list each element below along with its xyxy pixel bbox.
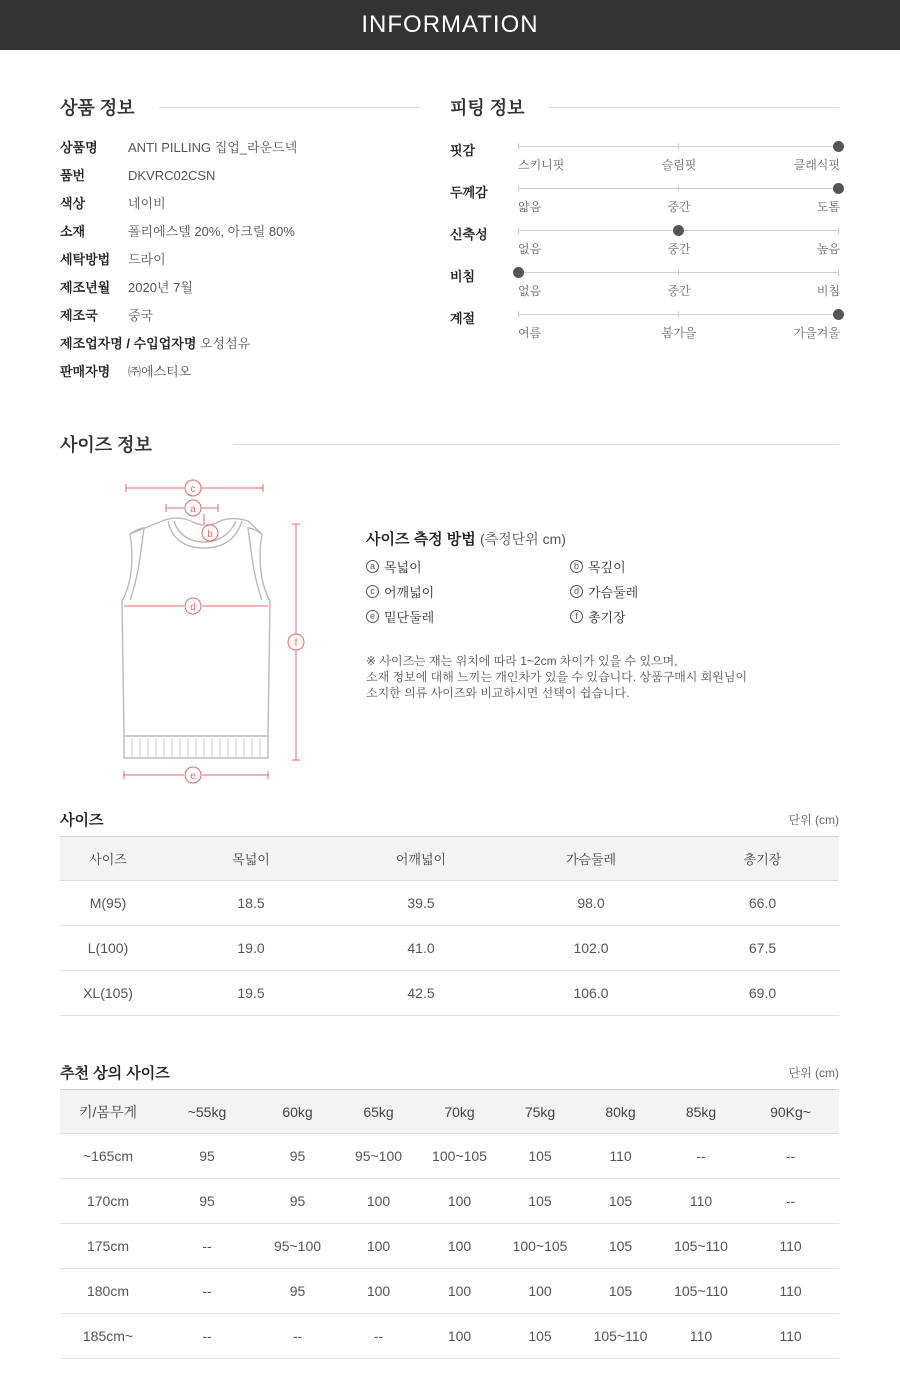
note-line: 소재 정보에 대해 느끼는 개인차가 있을 수 있습니다. 상품구매시 회원님이 [366, 670, 748, 684]
fit-key: 핏감 [450, 143, 476, 158]
fit-row-0 [450, 138, 840, 180]
fit-label: 가을겨울 [793, 326, 840, 340]
diagram-label-f: f [294, 638, 298, 649]
table-row [60, 1314, 839, 1359]
fit-tick [678, 269, 679, 276]
measure-title [366, 528, 786, 549]
info-value: 중국 [128, 308, 154, 323]
table-cell: 170cm [60, 1179, 156, 1224]
column-header: 총기장 [686, 837, 839, 881]
letter-circle-icon: b [570, 560, 583, 573]
table-cell: 100 [337, 1179, 420, 1224]
fitting-info-title: 피팅 정보 [450, 98, 525, 118]
measure-item [366, 582, 434, 601]
diagram-label-a: a [190, 504, 196, 515]
fit-label: 얇음 [518, 200, 542, 214]
info-row [60, 194, 420, 222]
table-cell: 105 [499, 1134, 581, 1179]
measure-label: 총기장 [588, 610, 626, 625]
fit-label: 중간 [667, 284, 691, 298]
table-cell: -- [156, 1269, 258, 1314]
table-cell: 66.0 [686, 881, 839, 926]
table-cell: L(100) [60, 926, 156, 971]
table-cell: 100 [420, 1269, 499, 1314]
measure-unit: (측정단위 cm) [479, 531, 566, 547]
fit-row-1 [450, 180, 840, 222]
info-value: 네이비 [128, 196, 166, 211]
table-cell: 100 [337, 1224, 420, 1269]
fit-level-dot [513, 267, 524, 278]
table-cell: 18.5 [156, 881, 346, 926]
letter-circle-icon: f [570, 610, 583, 623]
column-header: 85kg [660, 1090, 742, 1134]
info-key: 상품명 [60, 140, 98, 155]
table-cell: 95 [156, 1134, 258, 1179]
divider [159, 107, 420, 108]
measure-title-text: 사이즈 측정 방법 [366, 531, 476, 548]
fitting-info-header [450, 94, 839, 120]
fitting-info-list [450, 138, 840, 348]
fit-label: 봄가을 [661, 326, 697, 340]
column-header: 80kg [581, 1090, 660, 1134]
letter-circle-icon: d [570, 585, 583, 598]
column-header: 어깨넓이 [346, 837, 496, 881]
table-cell: 105~110 [660, 1269, 742, 1314]
info-key: 제조년월 [60, 280, 111, 295]
table-cell: 41.0 [346, 926, 496, 971]
fit-tick [678, 311, 679, 318]
table-cell: 105~110 [660, 1224, 742, 1269]
measure-item [366, 557, 422, 576]
rec-table-unit: 단위 (cm) [788, 1066, 839, 1080]
letter-circle-icon: e [366, 610, 379, 623]
size-table [60, 836, 839, 1016]
info-key: 제조국 [60, 308, 98, 323]
size-info-header [60, 431, 839, 457]
info-row [60, 334, 420, 362]
size-table-title: 사이즈 [60, 812, 104, 829]
table-cell: 100 [337, 1269, 420, 1314]
table-cell: 95~100 [258, 1224, 337, 1269]
table-cell: 110 [742, 1224, 839, 1269]
measure-label: 목깊이 [588, 560, 626, 575]
fit-label: 중간 [667, 242, 691, 256]
table-cell: 105 [581, 1269, 660, 1314]
table-cell: 105 [499, 1179, 581, 1224]
table-cell: 98.0 [496, 881, 686, 926]
table-cell: 69.0 [686, 971, 839, 1016]
fit-key: 신축성 [450, 227, 488, 242]
diagram-label-c: c [190, 484, 196, 495]
divider [549, 107, 839, 108]
note-line: ※ 사이즈는 재는 위치에 따라 1~2cm 차이가 있을 수 있으며, [366, 654, 678, 668]
fit-label: 여름 [518, 326, 542, 340]
info-value: ㈜에스티오 [128, 364, 192, 379]
table-cell: 110 [581, 1134, 660, 1179]
fit-tick [838, 227, 839, 234]
table-cell: 110 [742, 1314, 839, 1359]
column-header: 목넓이 [156, 837, 346, 881]
table-cell: 105 [499, 1314, 581, 1359]
info-value: 드라이 [128, 252, 166, 267]
table-cell: 39.5 [346, 881, 496, 926]
table-cell: 67.5 [686, 926, 839, 971]
info-key: 판매자명 [60, 364, 111, 379]
product-info-list [60, 138, 420, 390]
fit-row-2 [450, 222, 840, 264]
table-cell: M(95) [60, 881, 156, 926]
size-table-unit: 단위 (cm) [788, 813, 839, 827]
diagram-label-d: d [190, 602, 196, 613]
info-row [60, 362, 420, 390]
table-cell: -- [742, 1134, 839, 1179]
fit-key: 비침 [450, 269, 476, 284]
table-cell: -- [337, 1314, 420, 1359]
table-cell: 185cm~ [60, 1314, 156, 1359]
fit-tick [518, 311, 519, 318]
fit-key: 두께감 [450, 185, 488, 200]
fit-label: 도톰 [816, 200, 840, 214]
info-value: ANTI PILLING 집업_라운드넥 [128, 140, 298, 155]
table-row [60, 1269, 839, 1314]
table-header-row [60, 837, 839, 881]
info-key: 색상 [60, 196, 86, 211]
table-cell: 100 [420, 1224, 499, 1269]
column-header: 가슴둘레 [496, 837, 686, 881]
fit-tick [838, 269, 839, 276]
table-cell: 95 [258, 1179, 337, 1224]
table-cell: 95 [258, 1269, 337, 1314]
info-key: 세탁방법 [60, 252, 111, 267]
table-cell: -- [660, 1134, 742, 1179]
table-cell: 19.5 [156, 971, 346, 1016]
info-key: 소재 [60, 224, 86, 239]
info-value: 폴리에스텔 20%, 아크릴 80% [128, 224, 295, 239]
table-cell: 95 [156, 1179, 258, 1224]
measure-label: 목넓이 [384, 560, 422, 575]
fit-label: 없음 [518, 242, 542, 256]
column-header: 60kg [258, 1090, 337, 1134]
info-value: 2020년 7월 [128, 280, 193, 295]
info-row [60, 306, 420, 334]
letter-circle-icon: c [366, 585, 379, 598]
note-line: 소지한 의류 사이즈와 비교하시면 선택이 쉽습니다. [366, 686, 630, 700]
diagram-label-b: b [207, 529, 213, 540]
measure-label: 어깨넓이 [384, 585, 435, 600]
table-cell: 42.5 [346, 971, 496, 1016]
column-header: 키/몸무게 [60, 1090, 156, 1134]
table-cell: 19.0 [156, 926, 346, 971]
measure-item [570, 582, 638, 601]
fit-row-3 [450, 264, 840, 306]
table-cell: -- [156, 1314, 258, 1359]
info-value: 오성섬유 [200, 336, 251, 351]
table-cell: -- [742, 1179, 839, 1224]
measure-method [366, 528, 786, 701]
table-cell: 100 [420, 1179, 499, 1224]
table-cell: 105~110 [581, 1314, 660, 1359]
size-info-title: 사이즈 정보 [60, 435, 152, 455]
fit-tick [518, 185, 519, 192]
fit-tick [518, 227, 519, 234]
measure-items [366, 557, 786, 635]
fit-label: 중간 [667, 200, 691, 214]
fit-label: 클래식핏 [793, 158, 840, 172]
fit-tick [678, 185, 679, 192]
column-header: 90Kg~ [742, 1090, 839, 1134]
column-header: 75kg [499, 1090, 581, 1134]
table-row [60, 926, 839, 971]
table-row [60, 971, 839, 1016]
table-cell: 95 [258, 1134, 337, 1179]
table-cell: 175cm [60, 1224, 156, 1269]
info-key: 제조업자명 / 수입업자명 [60, 336, 197, 351]
table-cell: 110 [660, 1179, 742, 1224]
product-info-header [60, 94, 420, 120]
column-header: 70kg [420, 1090, 499, 1134]
recommend-table [60, 1089, 839, 1359]
table-cell: 110 [660, 1314, 742, 1359]
measure-item [366, 607, 434, 626]
fit-label: 스키니핏 [518, 158, 565, 172]
table-row [60, 1224, 839, 1269]
measure-label: 가슴둘레 [588, 585, 639, 600]
table-cell: 105 [581, 1224, 660, 1269]
info-row [60, 166, 420, 194]
letter-circle-icon: a [366, 560, 379, 573]
measure-item [570, 607, 626, 626]
divider [234, 444, 839, 445]
size-note [366, 653, 786, 701]
table-cell: 100~105 [499, 1224, 581, 1269]
fit-tick [678, 143, 679, 150]
table-header-row [60, 1090, 839, 1134]
table-cell: XL(105) [60, 971, 156, 1016]
table-cell: -- [258, 1314, 337, 1359]
info-value: DKVRC02CSN [128, 168, 216, 183]
fit-level-dot [833, 183, 844, 194]
information-banner: INFORMATION [0, 0, 900, 50]
table-cell: 180cm [60, 1269, 156, 1314]
info-row [60, 250, 420, 278]
info-key: 품번 [60, 168, 86, 183]
column-header: 65kg [337, 1090, 420, 1134]
table-cell: 100 [499, 1269, 581, 1314]
diagram-label-e: e [190, 771, 196, 782]
table-cell: -- [156, 1224, 258, 1269]
table-cell: ~165cm [60, 1134, 156, 1179]
table-cell: 102.0 [496, 926, 686, 971]
table-row [60, 881, 839, 926]
table-row [60, 1179, 839, 1224]
column-header: ~55kg [156, 1090, 258, 1134]
fit-label: 슬림핏 [661, 158, 697, 172]
rec-table-title: 추천 상의 사이즈 [60, 1065, 170, 1082]
table-cell: 110 [742, 1269, 839, 1314]
fit-level-dot [833, 309, 844, 320]
fit-tick [518, 143, 519, 150]
table-cell: 105 [581, 1179, 660, 1224]
fit-level-dot [673, 225, 684, 236]
column-header: 사이즈 [60, 837, 156, 881]
table-row [60, 1134, 839, 1179]
fit-label: 비침 [816, 284, 840, 298]
table-cell: 106.0 [496, 971, 686, 1016]
measure-item [570, 557, 626, 576]
fit-key: 계절 [450, 311, 476, 326]
vest-size-diagram [100, 478, 320, 788]
fit-level-dot [833, 141, 844, 152]
info-row [60, 278, 420, 306]
info-row [60, 222, 420, 250]
fit-label: 높음 [816, 242, 840, 256]
table-cell: 100 [420, 1314, 499, 1359]
fit-row-4 [450, 306, 840, 348]
product-info-title: 상품 정보 [60, 98, 135, 118]
fit-label: 없음 [518, 284, 542, 298]
table-cell: 100~105 [420, 1134, 499, 1179]
table-cell: 95~100 [337, 1134, 420, 1179]
info-row [60, 138, 420, 166]
measure-label: 밑단둘레 [384, 610, 435, 625]
